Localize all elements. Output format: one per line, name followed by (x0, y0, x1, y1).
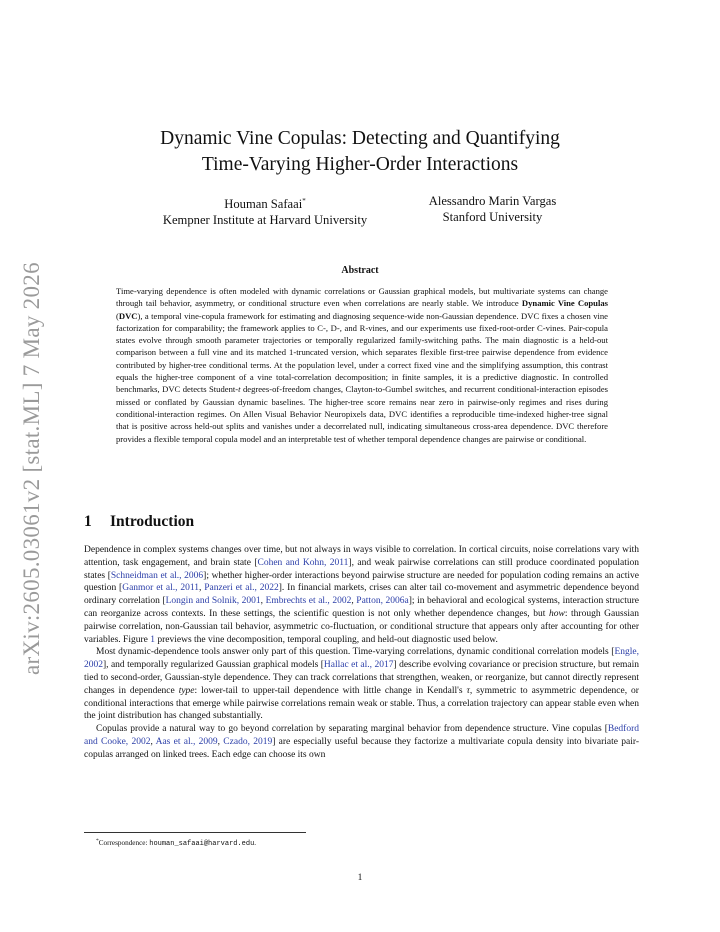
intro-paragraph-2: Most dynamic-dependence tools answer only part of this question. Time-varying correlations, dynamic conditional correlation models [Engle, 2002], and temporally regularized Gaussian graphical models [Hallac et al., 2017] describe evolving covariance or precision structure, but remain tied to second-order, Gaussian-style dependence. They can track correlations that strengthen, weaken, or reorganize, but cannot directly represent changes in dependence type: lower-tail to upper-tail dependence with little change in Kendall's τ, symmetric to asymmetric dependence, or conditional interactions that emerge while pairwise correlations remain weak or stable. Thus, a correlation trajectory can appear stable even when the joint distribution has changed substantially. (84, 647, 639, 722)
citation-link[interactable]: Cohen and Kohn, 2011 (257, 557, 349, 568)
abstract-paragraph: Time-varying dependence is often modeled with dynamic correlations or Gaussian graphical models, but multivariate systems can change through tail behavior, asymmetry, or conditional structure even when correlations are nearly stable. We introduce Dynamic Vine Copulas (DVC), a temporal vine-copula framework for estimating and diagnosing sequence-wide non-Gaussian dependence. DVC fixes a chosen vine factorization for comparability; the framework applies to C-, D-, and R-vines, and our experiments use fixed-root-order C-vines. Pair-copula states evolve through smooth parameter trajectories or temporally regularized family-switching paths. The main diagnostic is a held-out comparison between a full vine and its matched 1-truncated version, which separates flexible first-tree pairwise dependence from evidence contributed by higher-tree conditional terms. At the population level, under a correct fixed vine and the simplifying assumption, this contrast equals the higher-tree component of a vine total-correlation decomposition; in finite samples, it is a predictive diagnostic. In controlled benchmarks, DVC detects Student-t degrees-of-freedom changes, Clayton-to-Gumbel switches, and recurrent conditional-interaction episodes missed or conflated by Gaussian dynamic baselines. The higher-tree score remains near zero in pairwise-only regimes and rises during conditional-interaction regimes. On Allen Visual Behavior Neuropixels data, DVC identifies a reproducible time-indexed higher-tree signal that is positive across held-out splits and vanishes under a decorrelated null, indicating simultaneous cross-area dependence. DVC therefore provides a flexible temporal copula model and an interpretable test of whether temporal dependence changes are pairwise or conditional. (116, 286, 608, 444)
citation-link[interactable]: Schneidman et al., 2006 (110, 570, 204, 581)
citation-link[interactable]: Panzeri et al., 2022 (204, 583, 279, 594)
page-number: 1 (357, 873, 363, 883)
abstract-heading: Abstract (341, 265, 379, 276)
introduction-body (84, 544, 639, 762)
author-name: Alessandro Marin Vargas (428, 194, 557, 208)
citation-link[interactable]: Bedford and Cooke, 2002 (84, 724, 639, 747)
section-title: Introduction (110, 513, 195, 530)
author-block-2 (405, 193, 580, 225)
citation-link[interactable]: Patton, 2006a (356, 596, 409, 607)
correspondence-email[interactable]: houman_safaai@harvard.edu (149, 840, 255, 848)
citation-link[interactable]: Embrechts et al., 2002 (265, 596, 352, 607)
abstract-body (116, 285, 608, 445)
author-name: Houman Safaai (224, 197, 303, 211)
citation-link[interactable]: Aas et al., 2009 (155, 736, 218, 747)
author-affiliation: Stanford University (442, 210, 543, 224)
method-name: Dynamic Vine Copulas (521, 298, 608, 309)
citation-link[interactable]: Czado, 2019 (223, 736, 273, 747)
author-affiliation: Kempner Institute at Harvard University (162, 213, 368, 227)
arxiv-identifier: arXiv:2605.03061v2 [stat.ML] 7 May 2026 (19, 262, 44, 675)
footnote-divider (84, 832, 306, 833)
citation-link[interactable]: Longin and Solnik, 2001 (165, 596, 261, 607)
title-line-2: Time-Varying Higher-Order Interactions (201, 154, 519, 175)
section-heading-introduction (84, 513, 194, 531)
author-block-1 (140, 193, 390, 228)
title-line-1: Dynamic Vine Copulas: Detecting and Quantifying (160, 128, 560, 149)
method-acronym: DVC (118, 310, 138, 321)
paper-title (80, 126, 640, 178)
intro-paragraph-1: Dependence in complex systems changes over time, but not always in ways visible to correlation. In cortical circuits, noise correlations vary with attention, task engagement, and brain state [Cohen and Kohn, 2011], and weak pairwise correlations can still produce coordinated population states [Schneidman et al., 2006]; whether higher-order interactions beyond pairwise structure are needed for population coding remains an active question [Ganmor et al., 2011, Panzeri et al., 2022]. In financial markets, crises can alter tail co-movement and asymmetric dependence beyond ordinary correlation [Longin and Solnik, 2001, Embrechts et al., 2002, Patton, 2006a]; in behavioral and ecological systems, interaction structure can reorganize across contexts. In these settings, the scientific question is not only whether dependence changes, but how: through Gaussian pairwise correlation, non-Gaussian tail behavior, asymmetric co-fluctuation, or conditional structure that appears only after accounting for other variables. Figure 1 previews the vine decomposition, temporal coupling, and held-out diagnostic used below. (84, 545, 640, 645)
intro-paragraph-3: Copulas provide a natural way to go beyond correlation by separating marginal behavior from dependence structure. Vine copulas [Bedford and Cooke, 2002, Aas et al., 2009, Czado, 2019] are especially useful because they factorize a multivariate copula density into bivariate pair-copulas arranged on linked trees. Each edge can choose its own (84, 724, 639, 760)
author-footnote-mark: * (302, 197, 306, 205)
section-number: 1 (84, 513, 92, 530)
correspondence-footnote: *Correspondence: houman_safaai@harvard.edu. (96, 838, 257, 848)
citation-link[interactable]: Engle, 2002 (84, 647, 639, 671)
figure-reference-link[interactable]: 1 (150, 634, 155, 645)
citation-link[interactable]: Ganmor et al., 2011 (122, 583, 200, 594)
citation-link[interactable]: Hallac et al., 2017 (323, 660, 394, 671)
